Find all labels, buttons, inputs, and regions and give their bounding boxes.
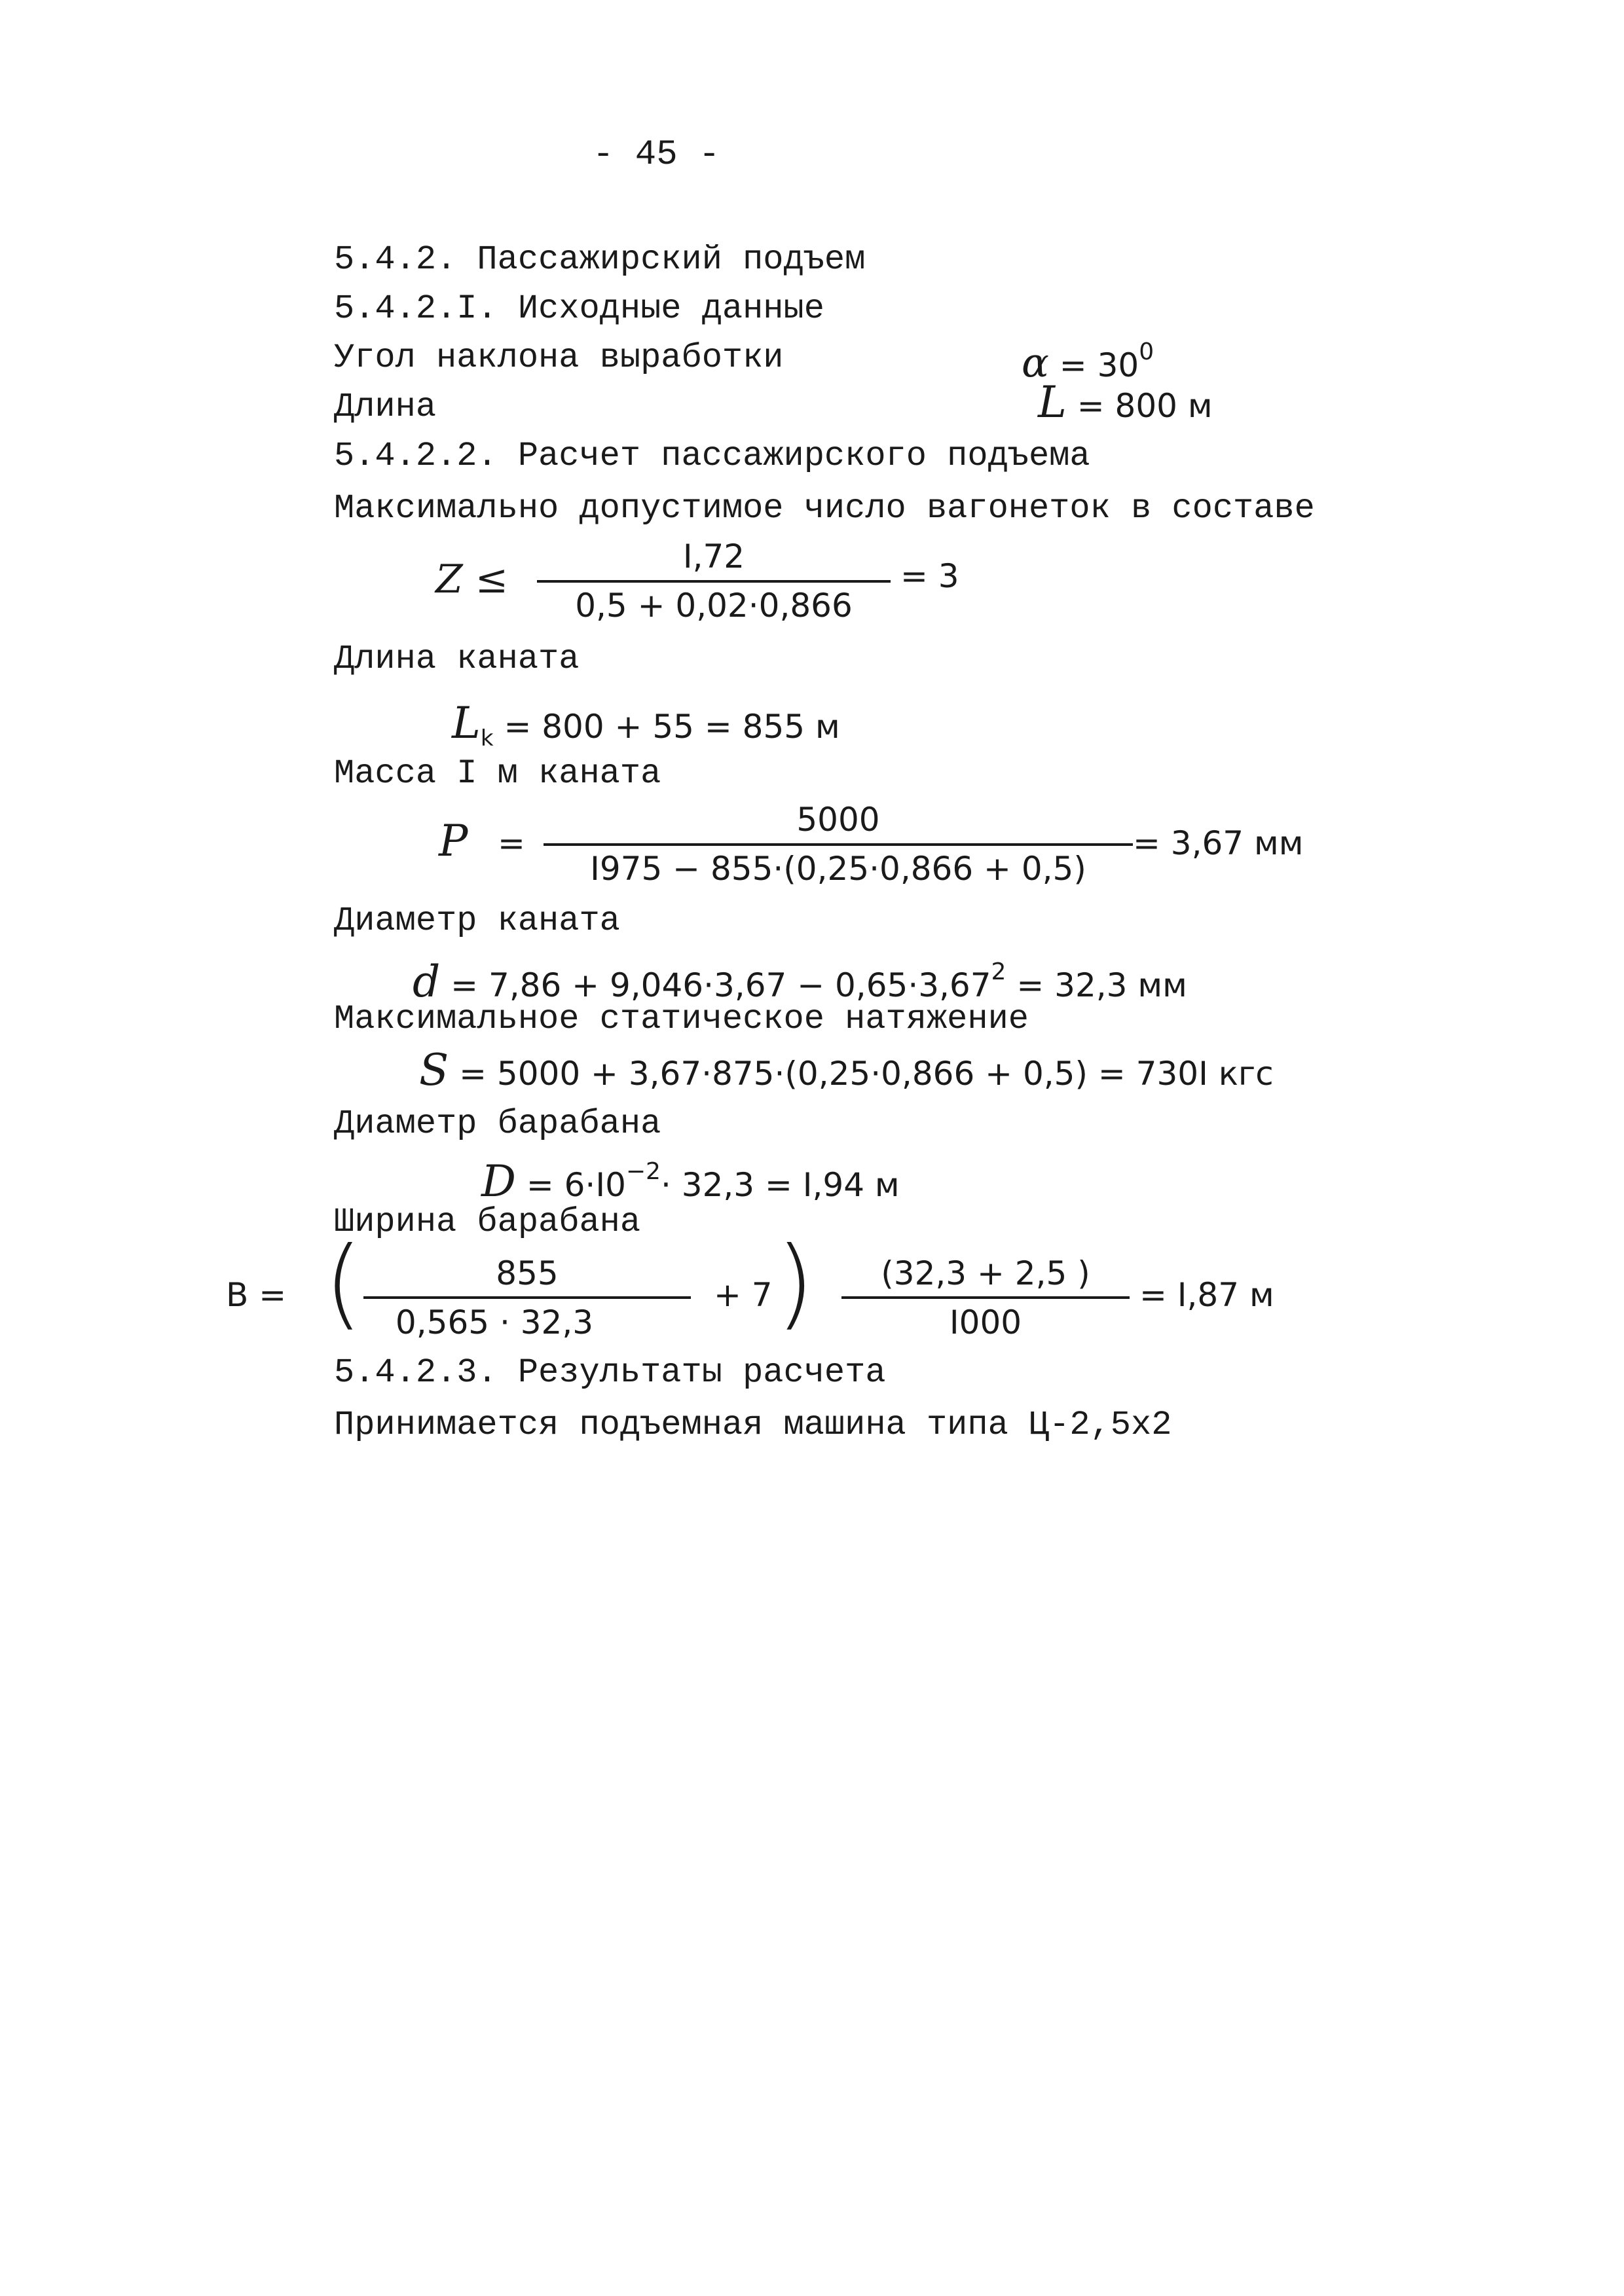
length-symbol: L	[1038, 377, 1067, 428]
z-numerator: I,72	[682, 538, 745, 575]
b-denominator-1: 0,565 · 32,3	[395, 1303, 594, 1341]
heading-calculation: 5.4.2.2. Расчет пассажирского подъема	[334, 437, 1090, 475]
b-fraction-bar-1	[363, 1296, 691, 1299]
z-lhs: Z ≤	[435, 556, 509, 602]
rope-length-label: Длина каната	[334, 640, 580, 678]
b-denominator-2: I000	[949, 1303, 1022, 1341]
angle-label: Угол наклона выработки	[334, 338, 784, 377]
p-result: = 3,67 мм	[1133, 824, 1304, 862]
lk-formula	[452, 698, 840, 758]
z-result: = 3	[900, 557, 959, 595]
s-value: = 5000 + 3,67·875·(0,25·0,866 + 0,5) = 730I кгс	[459, 1055, 1274, 1093]
p-symbol: P	[439, 816, 468, 866]
angle-value: = 30	[1059, 346, 1139, 384]
angle-degree: 0	[1139, 338, 1154, 365]
d-superscript: 2	[991, 958, 1006, 985]
length-formula	[1038, 377, 1213, 428]
length-label: Длина	[334, 388, 437, 426]
dd-superscript: −2	[625, 1158, 661, 1185]
dd-symbol: D	[481, 1156, 516, 1207]
b-numerator-2: (32,3 + 2,5 )	[881, 1254, 1090, 1292]
drum-width-label: Ширина барабана	[334, 1203, 641, 1241]
d-result: = 32,3 мм	[1016, 966, 1187, 1004]
b-plus-seven: + 7	[714, 1276, 773, 1314]
drum-diameter-label: Диаметр барабана	[334, 1104, 661, 1143]
max-cars-label: Максимально допустимое число вагонеток в составе	[334, 489, 1315, 528]
lk-value: = 800 + 55 = 855 м	[504, 708, 840, 746]
p-fraction-bar	[544, 843, 1133, 846]
conclusion-text: Принимается подъемная машина типа Ц-2,5х2	[334, 1406, 1172, 1444]
rope-diameter-label: Диаметр каната	[334, 902, 620, 940]
p-denominator: I975 − 855·(0,25·0,866 + 0,5)	[590, 850, 1086, 888]
lk-symbol: L	[452, 698, 481, 748]
lk-subscript: k	[480, 725, 494, 752]
b-left-paren: (	[324, 1226, 363, 1340]
length-value: = 800 м	[1077, 387, 1213, 425]
b-result: = I,87 м	[1139, 1276, 1274, 1314]
s-formula	[419, 1045, 1274, 1095]
b-right-paren: )	[776, 1226, 815, 1340]
d-formula	[413, 953, 1187, 1005]
dd-value-b: · 32,3 = I,94 м	[660, 1166, 900, 1204]
z-fraction-bar	[537, 580, 891, 583]
rope-mass-label: Масса I м каната	[334, 754, 661, 793]
heading-input-data: 5.4.2.I. Исходные данные	[334, 289, 824, 328]
b-numerator-1: 855	[496, 1254, 559, 1292]
b-lhs: B =	[226, 1276, 287, 1314]
max-tension-label: Максимальное статическое натяжение	[334, 1000, 1029, 1038]
page-number: - 45 -	[593, 135, 720, 175]
b-fraction-bar-2	[841, 1296, 1130, 1299]
d-symbol: d	[413, 957, 441, 1007]
p-numerator: 5000	[796, 801, 880, 839]
angle-symbol: α	[1022, 338, 1049, 386]
heading-passenger-lift: 5.4.2. Пассажирский подъем	[334, 240, 866, 279]
dd-value-a: = 6·I0	[526, 1166, 626, 1204]
dd-formula	[481, 1152, 900, 1205]
p-equals: =	[498, 824, 525, 862]
z-denominator: 0,5 + 0,02·0,866	[575, 587, 853, 625]
d-value: = 7,86 + 9,046·3,67 − 0,65·3,67	[451, 966, 991, 1004]
heading-results: 5.4.2.3. Результаты расчета	[334, 1353, 886, 1392]
s-symbol: S	[419, 1045, 449, 1095]
